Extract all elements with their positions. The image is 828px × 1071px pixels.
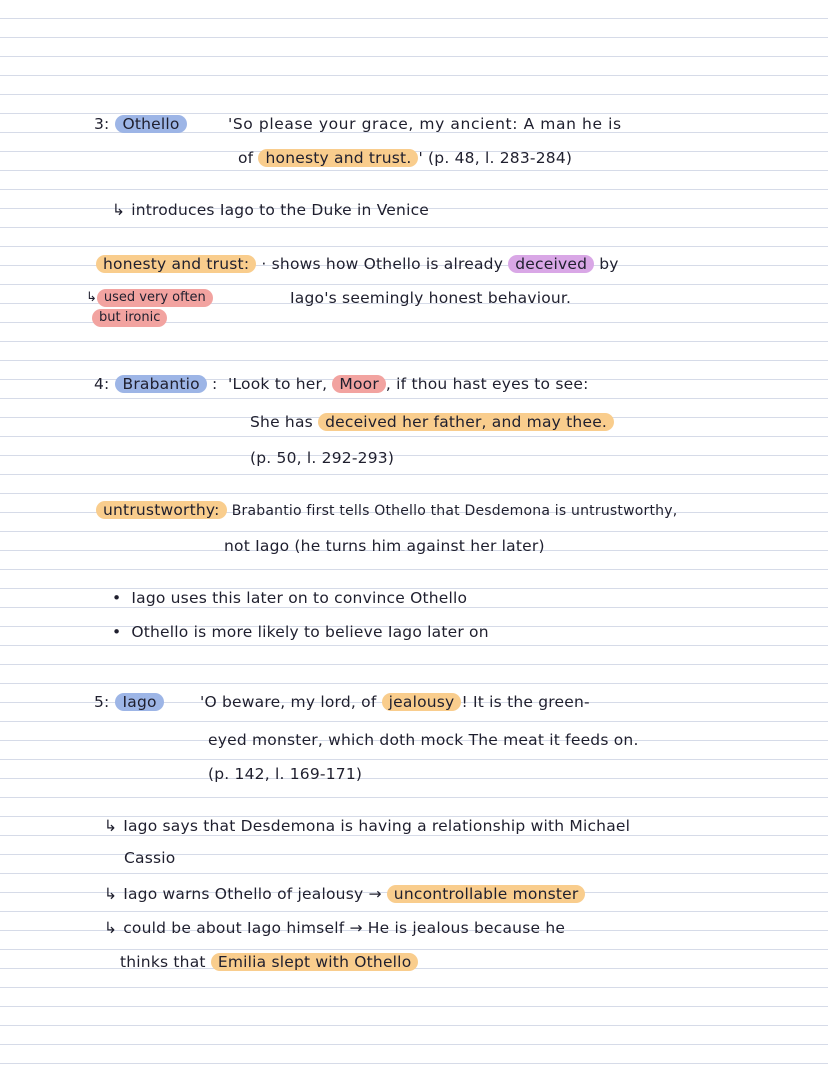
q5-note-1 xyxy=(104,814,630,838)
q5-quote-line-1 xyxy=(200,690,590,714)
q4-theme-line xyxy=(96,498,677,522)
q4-theme-note-1: Brabantio first tells Othello that Desdemona is untrustworthy, xyxy=(231,503,678,519)
q4-theme-label: untrustworthy: xyxy=(96,501,227,519)
q3-side-note-1: used very often xyxy=(97,289,213,307)
q3-note-arrow-icon: ↳ xyxy=(112,201,126,219)
q4-speaker: Brabantio xyxy=(115,375,206,393)
q3-quote-citation: ' (p. 48, l. 283-284) xyxy=(418,149,573,167)
q3-theme-note-pre: · shows how Othello is already xyxy=(261,255,504,273)
q3-number: 3: xyxy=(94,115,110,133)
q5-number: 5: xyxy=(94,693,110,711)
q4-quote-post: , if thou hast eyes to see: xyxy=(385,375,589,393)
q3-note-1-text: introduces Iago to the Duke in Venice xyxy=(131,201,430,219)
q3-speaker: Othello xyxy=(115,115,186,133)
q5-quote-highlight: jealousy xyxy=(382,693,462,711)
q4-quote-pre: 'Look to her, xyxy=(228,375,328,393)
q4-quote-b-pre: She has xyxy=(250,413,313,431)
q5-arrow-icon: ↳ xyxy=(104,919,118,937)
q4-bullet-2 xyxy=(112,620,489,644)
q3-note-1 xyxy=(112,198,429,222)
bullet-icon: • xyxy=(112,589,122,607)
q5-note-2 xyxy=(104,882,585,906)
q4-heading-line xyxy=(94,372,217,396)
q4-bullet-1 xyxy=(112,586,467,610)
q5-note-1-text: Iago says that Desdemona is having a relationship with Michael xyxy=(123,817,631,835)
q5-heading-line xyxy=(94,690,164,714)
q3-theme-note-post: by xyxy=(599,255,619,273)
q3-quote-line-1: 'So please your grace, my ancient: A man he is xyxy=(228,115,622,133)
q5-speaker: Iago xyxy=(115,693,163,711)
q3-side-arrow-icon: ↳ xyxy=(86,290,97,305)
q4-quote-highlight-moor: Moor xyxy=(332,375,386,393)
q4-quote-citation: (p. 50, l. 292-293) xyxy=(250,449,395,467)
q5-note-2-pre: Iago warns Othello of jealousy → xyxy=(123,885,382,903)
q5-quote-pre: 'O beware, my lord, of xyxy=(200,693,377,711)
q4-quote-b-highlight: deceived her father, and may thee. xyxy=(318,413,614,431)
q3-theme-line xyxy=(96,252,619,276)
q3-side-note xyxy=(86,288,236,328)
q5-arrow-icon: ↳ xyxy=(104,885,118,903)
q3-quote-highlight: honesty and trust. xyxy=(258,149,418,167)
q5-quote-post: ! It is the green- xyxy=(461,693,590,711)
q4-quote-line-1 xyxy=(228,372,589,396)
q3-heading-line xyxy=(94,112,187,136)
q3-quote-pre: of xyxy=(238,149,254,167)
q5-quote-citation: (p. 142, l. 169-171) xyxy=(208,765,363,783)
q3-theme-note-line-2: Iago's seemingly honest behaviour. xyxy=(290,289,572,307)
q3-theme-label: honesty and trust: xyxy=(96,255,256,273)
q5-note-4-pre: thinks that xyxy=(120,953,206,971)
q3-quote-line-2 xyxy=(238,146,572,170)
q4-quote-line-2 xyxy=(250,410,614,434)
q4-bullet-2-text: Othello is more likely to believe Iago later on xyxy=(131,623,489,641)
q5-note-3 xyxy=(104,916,565,940)
q5-note-1b: Cassio xyxy=(124,849,176,867)
q5-note-4 xyxy=(120,950,418,974)
bullet-icon: • xyxy=(112,623,122,641)
q4-bullet-1-text: Iago uses this later on to convince Othello xyxy=(131,589,468,607)
q4-theme-note-2: not Iago (he turns him against her later) xyxy=(224,537,545,555)
q5-note-3-text: could be about Iago himself → He is jealous because he xyxy=(123,919,566,937)
q3-side-note-2: but ironic xyxy=(92,309,167,327)
q5-quote-line-2: eyed monster, which doth mock The meat it feeds on. xyxy=(208,731,639,749)
q4-number: 4: xyxy=(94,375,110,393)
q3-theme-note-highlight: deceived xyxy=(508,255,594,273)
q4-separator: : xyxy=(211,375,218,393)
q5-arrow-icon: ↳ xyxy=(104,817,118,835)
q5-note-4-highlight: Emilia slept with Othello xyxy=(211,953,419,971)
q5-note-2-highlight: uncontrollable monster xyxy=(387,885,586,903)
